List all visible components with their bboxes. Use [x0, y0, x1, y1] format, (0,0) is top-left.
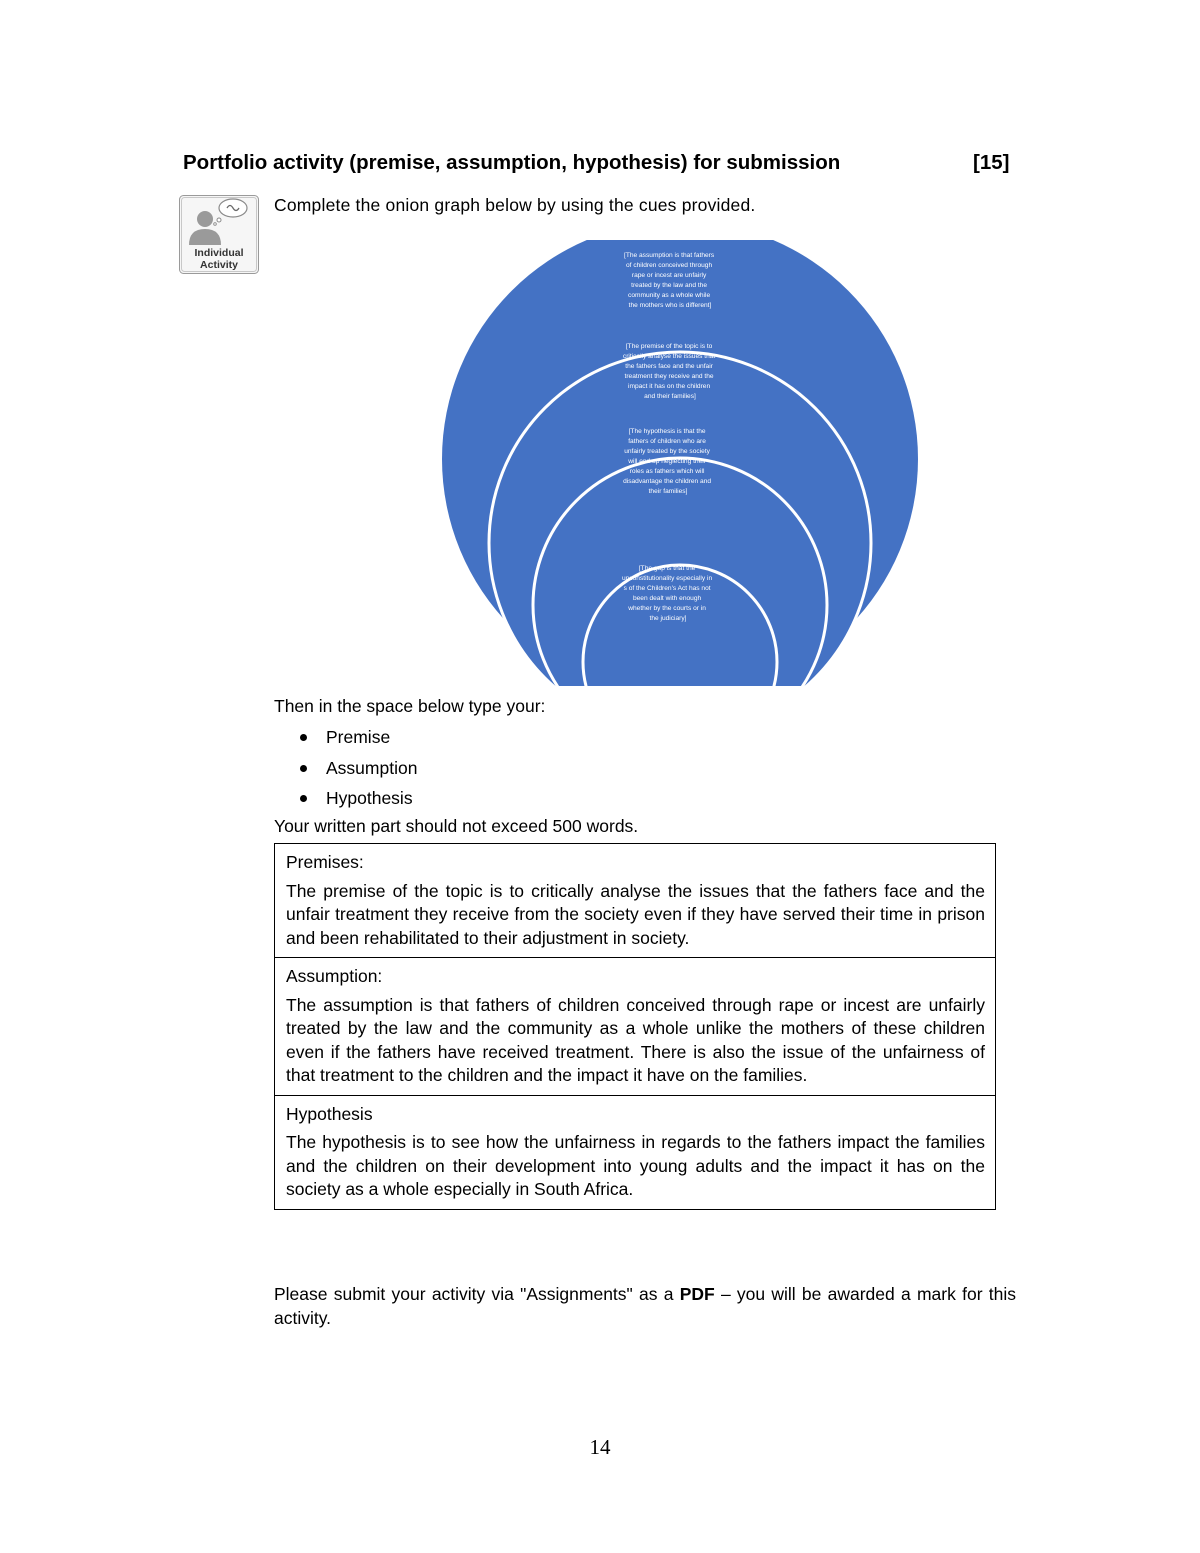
- onion-graph: [430, 240, 930, 690]
- premises-cell: [275, 844, 995, 957]
- assumption-cell: [275, 957, 995, 1095]
- bullet-item-premise: Premise: [300, 726, 417, 757]
- bullet-icon: [300, 734, 307, 741]
- onion-layer-3-text: [The hypothesis is that the fathers of children who are unfairly treated by the society will end up neglecting their roles as fathers which will disadvantage the children and their families]: [623, 428, 712, 495]
- hypothesis-heading: Hypothesis: [286, 1103, 373, 1124]
- person-head-icon: [197, 211, 213, 227]
- onion-layer-4-text: [The gap is that the unconstitutionality especially in s of the Children's Act has not been dealt with enough whether by the courts or in the judiciary]: [621, 565, 713, 622]
- bullet-icon: [300, 795, 307, 802]
- answer-table: [274, 843, 996, 1210]
- hypothesis-cell: [275, 1095, 995, 1209]
- bullet-list: [300, 726, 417, 818]
- page-number: 14: [589, 1435, 611, 1459]
- submission-note: Please submit your activity via "Assignments" as a PDF – you will be awarded a mark for this activity.: [274, 1284, 1016, 1328]
- word-limit-note: Your written part should not exceed 500 words.: [274, 816, 639, 836]
- svg-text:Individual: Individual: [194, 247, 244, 259]
- bullet-item-hypothesis: Hypothesis: [300, 787, 417, 818]
- instruction-text: Complete the onion graph below by using the cues provided.: [274, 195, 756, 215]
- assumption-heading: Assumption:: [286, 966, 383, 986]
- premises-body: The premise of the topic is to critically analyse the issues that the fathers face and the unfair treatment they receive from the society even if they have served their time in prison and been rehabilitated to their adjustment in society.: [286, 880, 985, 948]
- page-title: Portfolio activity (premise, assumption, hypothesis) for submission: [183, 151, 841, 174]
- then-instruction: Then in the space below type your:: [274, 696, 546, 716]
- svg-text:Activity: Activity: [200, 259, 238, 271]
- individual-activity-icon: [179, 195, 259, 274]
- onion-layer-2-text: [The premise of the topic is to critically analyse the issues that the fathers face and the unfair treatment they receive and the impact it has on the children and their families]: [622, 343, 716, 400]
- total-marks: [15]: [973, 151, 1010, 174]
- hypothesis-body: The hypothesis is to see how the unfairness in regards to the fathers impact the families and the children on their development into young adults and the impact it has on the society as a whole especially in South Africa.: [286, 1132, 985, 1199]
- onion-layer-1-text: [The assumption is that fathers of children conceived through rape or incest are unfairly treated by the law and the community as a whole while the mothers who is different]: [623, 252, 715, 309]
- pdf-emphasis: PDF: [679, 1284, 715, 1304]
- bullet-icon: [300, 765, 307, 772]
- bullet-item-assumption: Assumption: [300, 757, 417, 788]
- premises-heading: Premises:: [286, 852, 364, 872]
- assumption-body: The assumption is that fathers of children conceived through rape or incest are unfairly treated by the law and the community as a whole unlike the mothers of these children even if the fathers have received treatment. There is also the issue of the unfairness of that treatment to the children and the impact it have on the families.: [286, 994, 985, 1085]
